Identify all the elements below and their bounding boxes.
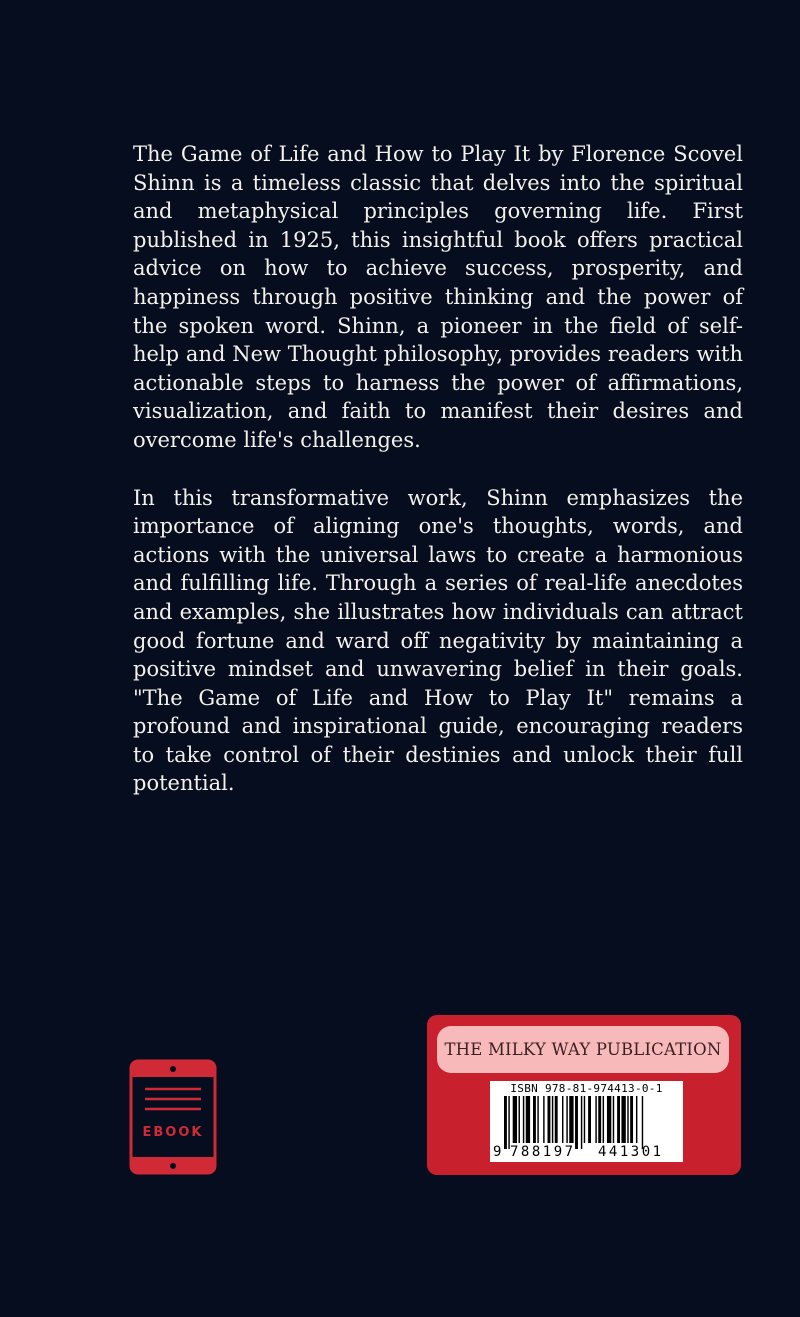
barcode-bar xyxy=(519,1096,520,1143)
barcode-bar xyxy=(627,1096,628,1143)
book-description xyxy=(133,140,743,827)
barcode-group-1: 788197 xyxy=(510,1144,576,1160)
barcode-bar xyxy=(598,1096,601,1143)
barcode-bar xyxy=(504,1096,507,1149)
barcode-bar xyxy=(508,1096,509,1149)
isbn-label: ISBN 978-81-974413-0-1 xyxy=(510,1082,663,1095)
barcode-bar xyxy=(566,1096,567,1143)
barcode-lead-digit: 9 xyxy=(493,1144,502,1160)
barcode-bar xyxy=(613,1096,614,1143)
barcode-bar xyxy=(636,1096,637,1143)
barcode-bar xyxy=(642,1096,643,1149)
barcode-bar xyxy=(543,1096,544,1143)
barcode-bar xyxy=(584,1096,585,1143)
ebook-label: EBOOK xyxy=(142,1125,204,1140)
barcode-bar xyxy=(552,1096,553,1143)
barcode-bar xyxy=(523,1096,524,1143)
barcode-bar xyxy=(575,1096,578,1149)
publisher-name: THE MILKY WAY PUBLICATION xyxy=(437,1026,729,1073)
barcode xyxy=(490,1081,683,1162)
barcode-bar xyxy=(603,1096,604,1143)
barcode-bar xyxy=(533,1096,536,1143)
barcode-bar xyxy=(537,1096,538,1143)
barcode-bar xyxy=(555,1096,558,1143)
tablet-icon xyxy=(129,1059,217,1175)
barcode-bar xyxy=(617,1096,620,1143)
barcode-bar xyxy=(569,1096,573,1143)
barcode-bar xyxy=(581,1096,582,1149)
barcode-group-2: 441301 xyxy=(598,1144,664,1160)
barcode-bar xyxy=(630,1096,633,1143)
barcode-bar xyxy=(595,1096,596,1143)
publisher-panel xyxy=(427,1015,741,1175)
barcode-bar xyxy=(513,1096,517,1143)
barcode-bar xyxy=(588,1096,591,1143)
description-paragraph-1: The Game of Life and How to Play It by Florence Scovel Shinn is a timeless classic that delves into the spiritual and metaphysical principles governing life. First published in 1925, this insightful book offers practical advice on how to achieve success, prosperity, and happiness through positive thinking and the power of the spoken word. Shinn, a pioneer in the field of self-help and New Thought philosophy, provides readers with actionable steps to harness the power of affirmations, visualization, and faith to manifest their desires and overcome life's challenges. xyxy=(133,142,743,452)
description-paragraph-2: In this transformative work, Shinn emphasizes the importance of aligning one's thoughts, words, and actions with the universal laws to create a harmonious and fulfilling life. Through a series of real-life anecdotes and examples, she illustrates how individuals can attract good fortune and ward off negativity by maintaining a positive mindset and unwavering belief in their goals. "The Game of Life and How to Play It" remains a profound and inspirational guide, encouraging readers to take control of their destinies and unlock their full potential. xyxy=(133,485,743,796)
barcode-bar xyxy=(562,1096,563,1143)
barcode-bar xyxy=(621,1096,625,1143)
barcode-bar xyxy=(607,1096,611,1143)
barcode-bar xyxy=(548,1096,551,1143)
barcode-bar xyxy=(526,1096,530,1143)
